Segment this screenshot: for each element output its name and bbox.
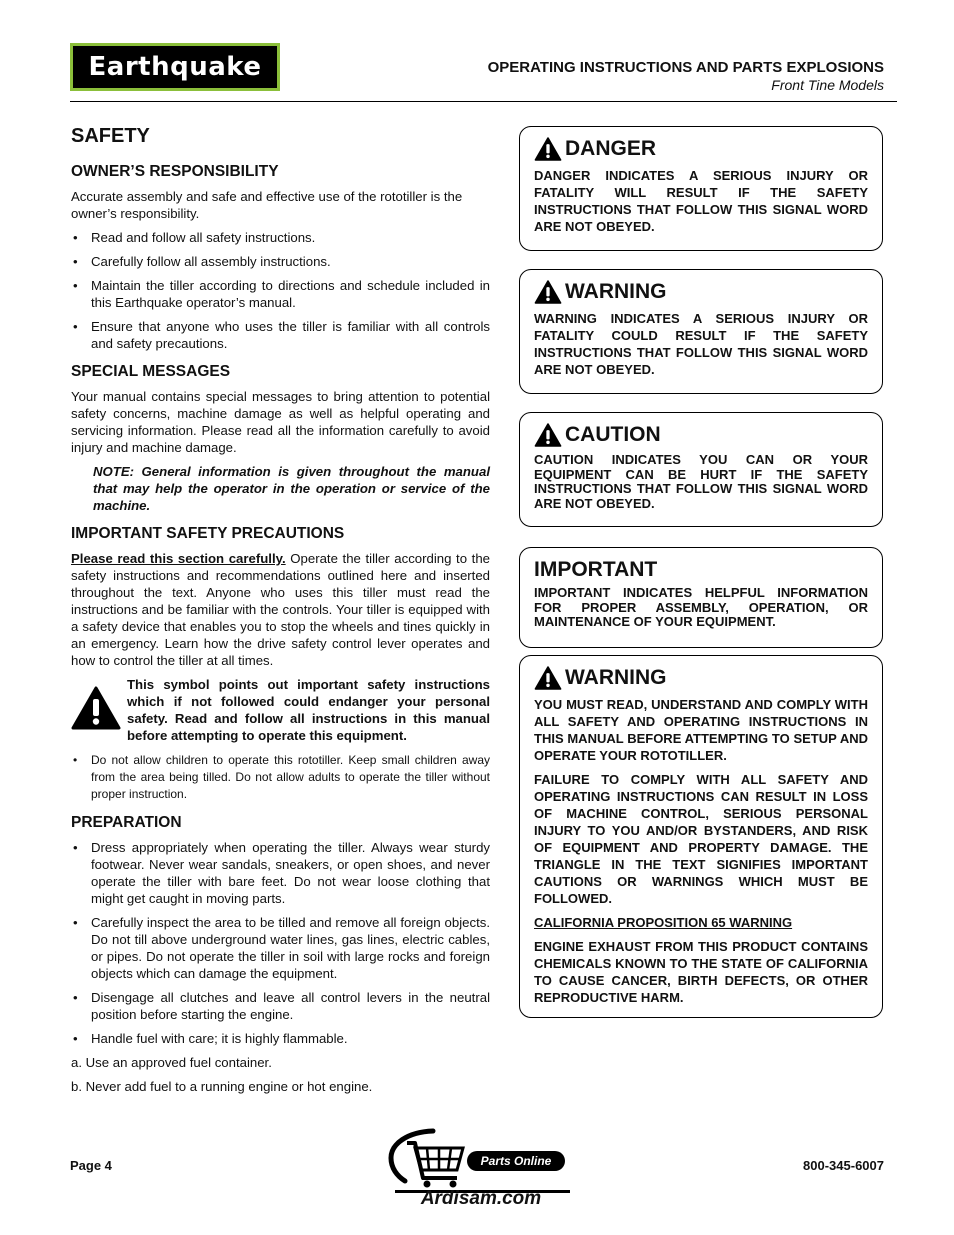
list-item: • Dress appropriately when operating the tiller. Always wear sturdy footwear. Never wear sandals, sneakers, or open shoes, and never operate the tiller with bare feet. Do not wear loose clothing that might get caught in moving parts. <box>71 839 490 907</box>
warning-comply-p1: YOU MUST READ, UNDERSTAND AND COMPLY WITH ALL SAFETY AND OPERATING INSTRUCTIONS IN THIS MANUAL BEFORE ATTEMPTING TO SETUP AND OPERATE YOUR ROTOTILLER. <box>534 697 868 763</box>
warning-triangle-icon <box>71 676 127 744</box>
symbol-explanation: This symbol points out important safety instructions which if not followed could endanger your personal safety. Read and follow all instructions in this manual before attempting to operate this equipment. <box>127 677 490 743</box>
logo-text: Earthquake <box>88 52 262 82</box>
important-title: IMPORTANT <box>534 558 658 581</box>
list-item: • Carefully inspect the area to be tilled and remove all foreign objects. Do not till above underground water lines, gas lines, electric cables, or pipes. Do not operate the tiller in soil with large rocks and foreign objects which can damage the equipment. <box>71 914 490 982</box>
document-subtitle: Front Tine Models <box>771 77 884 93</box>
warning-title <box>534 280 868 304</box>
safety-symbol-row <box>71 676 490 744</box>
list-item: • Do not allow children to operate this rototiller. Keep small children away from the area being tilled. Do not allow adults to operate the tiller without proper instruction. <box>71 752 490 803</box>
preparation-bullet-list <box>71 839 490 1047</box>
document-title: OPERATING INSTRUCTIONS AND PARTS EXPLOSIONS <box>487 59 884 76</box>
warning-comply-p2: FAILURE TO COMPLY WITH ALL SAFETY AND OPERATING INSTRUCTIONS CAN RESULT IN LOSS OF MACHINE CONTROL, SERIOUS PERSONAL INJURY TO YOU AND/OR BYSTANDERS, AND RISK OF EQUIPMENT AND PROPERTY DAMAGE. THE TRIANGLE IN THE TEXT SIGNIFIES IMPORTANT CAUTIONS OR WARNINGS WHICH MUST BE FOLLOWED. <box>534 772 868 906</box>
fuel-sub-item-a: a. Use an approved fuel container. <box>71 1055 272 1070</box>
general-note: NOTE: General information is given throughout the manual that may help the operator in the operation or service of the machine. <box>93 464 490 513</box>
important-text: IMPORTANT INDICATES HELPFUL INFORMATION FOR PROPER ASSEMBLY, OPERATION, OR MAINTENANCE OF YOUR EQUIPMENT. <box>534 585 868 629</box>
ardisam-parts-online-logo <box>385 1126 575 1210</box>
heading-special-messages: SPECIAL MESSAGES <box>71 363 231 380</box>
list-item: • Ensure that anyone who uses the tiller is familiar with all controls and safety precautions. <box>71 318 490 352</box>
heading-preparation: PREPARATION <box>71 814 182 831</box>
warning-triangle-icon <box>534 137 562 161</box>
precautions-lead: Please read this section carefully. <box>71 551 286 566</box>
warning-text: WARNING INDICATES A SERIOUS INJURY OR FATALITY COULD RESULT IF THE SAFETY INSTRUCTIONS THAT FOLLOW THIS SIGNAL WORD ARE NOT OBEYED. <box>534 311 868 377</box>
precautions-text <box>71 550 490 669</box>
fuel-sub-item-b: b. Never add fuel to a running engine or hot engine. <box>71 1079 373 1094</box>
caution-title-text: CAUTION <box>565 423 661 446</box>
earthquake-logo <box>70 43 280 91</box>
children-bullet-list <box>71 752 490 803</box>
caution-title <box>534 423 868 447</box>
list-item: • Read and follow all safety instructions. <box>71 229 490 246</box>
list-item: • Disengage all clutches and leave all control levers in the neutral position before starting the engine. <box>71 989 490 1023</box>
warning-triangle-icon <box>534 280 562 304</box>
owners-intro: Accurate assembly and safe and effective use of the rototiller is the owner’s responsibility. <box>71 189 463 221</box>
section-heading-safety: SAFETY <box>71 125 150 147</box>
danger-text: DANGER INDICATES A SERIOUS INJURY OR FATALITY WILL RESULT IF THE SAFETY INSTRUCTIONS THAT FOLLOW THIS SIGNAL WORD ARE NOT OBEYED. <box>534 168 868 234</box>
warning-comply-title <box>534 666 868 690</box>
precautions-body: Operate the tiller according to the safety instructions and recommendations outlined here and inserted throughout the text. Anyone who uses this tiller must read the instructions and be familiar with the controls. Your tiller is equipped with a safety device that enables you to stop the wheels and tines quickly in an emergency. Learn how the drive safety control lever operates and how to control the tiller at all times. <box>71 551 491 668</box>
list-item: • Carefully follow all assembly instructions. <box>71 253 490 270</box>
heading-owners-responsibility: OWNER’S RESPONSIBILITY <box>71 163 279 180</box>
prop65-text: ENGINE EXHAUST FROM THIS PRODUCT CONTAINS CHEMICALS KNOWN TO THE STATE OF CALIFORNIA TO CAUSE CANCER, BIRTH DEFECTS, OR OTHER REPRODUCTIVE HARM. <box>534 939 868 1005</box>
caution-text: CAUTION INDICATES YOU CAN OR YOUR EQUIPMENT CAN BE HURT IF THE SAFETY INSTRUCTIONS THAT FOLLOW THIS SIGNAL WORD ARE NOT OBEYED. <box>534 452 868 511</box>
left-column <box>71 124 490 1102</box>
special-messages-text: Your manual contains special messages to bring attention to potential safety concerns, machine damage as well as helpful operating and servicing information. Please read all the information carefully to avoid injury and machine damage. <box>71 389 490 455</box>
important-box <box>519 547 883 648</box>
ardisam-site: Ardisam.com <box>420 1188 542 1209</box>
list-item: • Maintain the tiller according to directions and schedule included in this Earthquake operator’s manual. <box>71 277 490 311</box>
warning-title-text: WARNING <box>565 280 667 303</box>
warning-comply-box <box>519 655 883 1018</box>
danger-title <box>534 137 868 161</box>
owners-bullet-list <box>71 229 490 352</box>
caution-box <box>519 412 883 527</box>
heading-important-safety-precautions: IMPORTANT SAFETY PRECAUTIONS <box>71 525 345 542</box>
page-number: Page 4 <box>70 1158 112 1173</box>
parts-online-badge: Parts Online <box>480 1154 552 1168</box>
warning-triangle-icon <box>534 423 562 447</box>
header-divider <box>70 101 897 102</box>
danger-box <box>519 126 883 251</box>
warning-comply-title-text: WARNING <box>565 666 667 689</box>
list-item: • Handle fuel with care; it is highly flammable. <box>71 1030 490 1047</box>
warning-triangle-icon <box>534 666 562 690</box>
phone-number: 800-345-6007 <box>803 1158 884 1173</box>
warning-box <box>519 269 883 394</box>
danger-title-text: DANGER <box>565 137 657 160</box>
prop65-heading: CALIFORNIA PROPOSITION 65 WARNING <box>534 915 793 930</box>
